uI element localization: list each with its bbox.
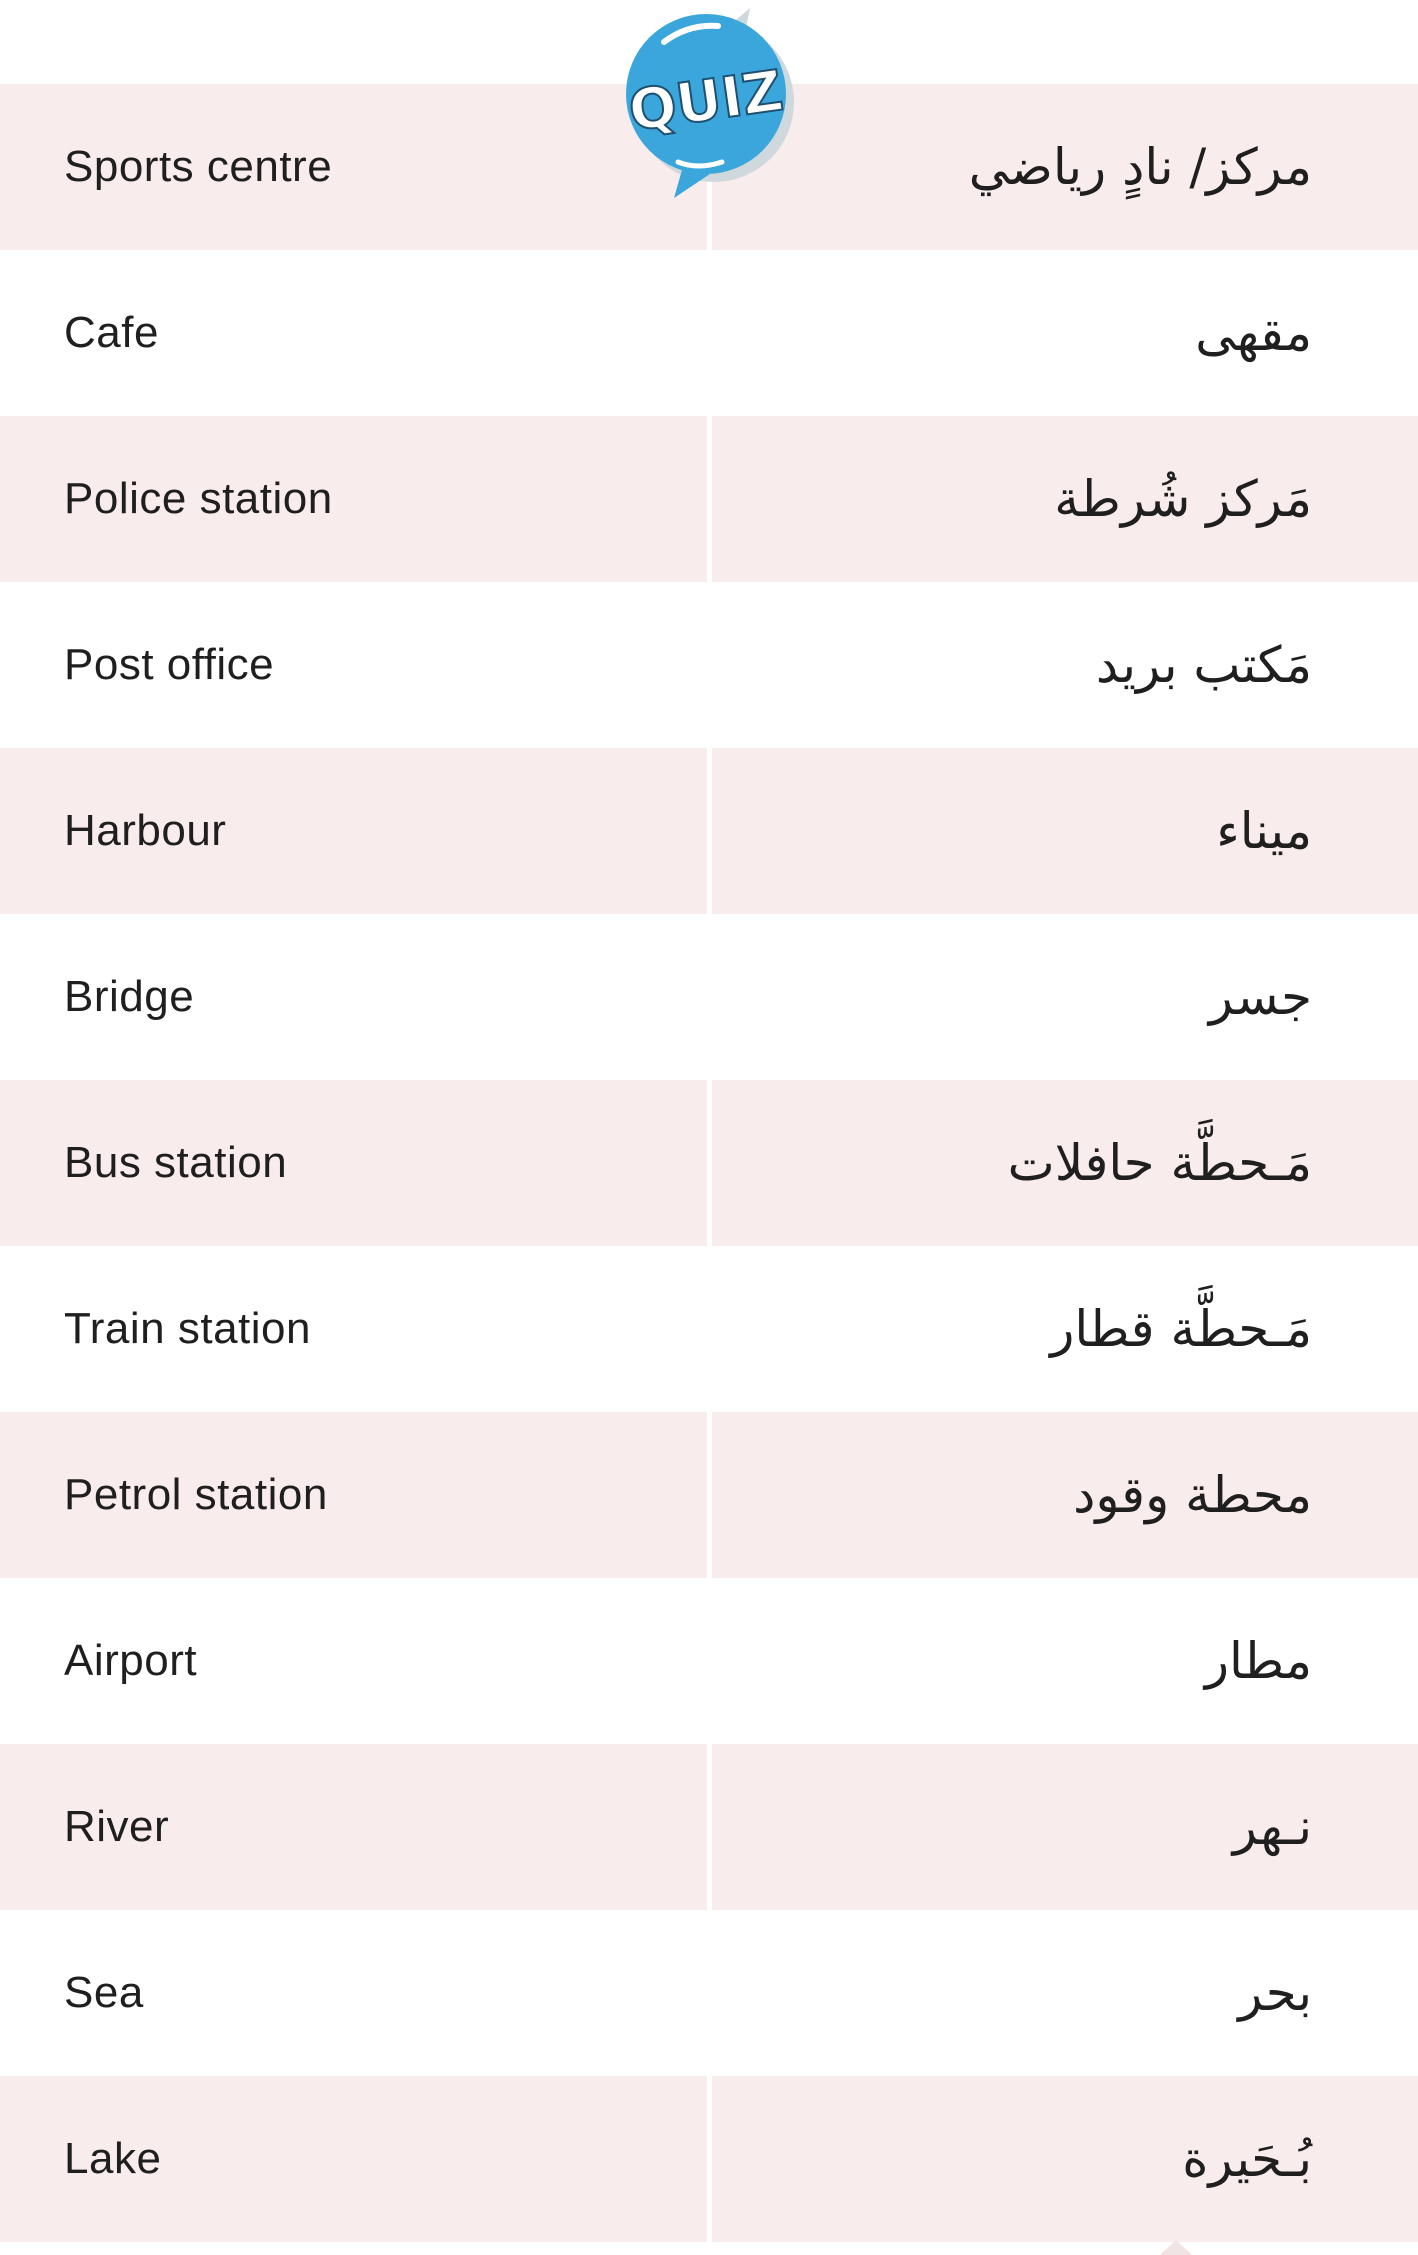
english-cell [0,1578,707,1744]
arabic-term: مَركز شُرطة [1054,470,1312,528]
table-row [0,748,1418,914]
table-row [0,582,1418,748]
arabic-term: ميناء [1216,802,1312,860]
english-term: River [64,1802,170,1851]
english-term: Petrol station [64,1470,328,1519]
arabic-term: بُـحَيرة [1182,2130,1312,2188]
english-term: Police station [64,474,333,523]
english-cell [0,1412,707,1578]
arabic-cell [712,1080,1418,1246]
arabic-term: بحر [1238,1964,1312,2022]
english-term: Post office [64,640,275,689]
table-row [0,1080,1418,1246]
arabic-cell [712,1578,1418,1744]
english-cell [0,416,707,582]
arabic-cell [712,84,1418,250]
arabic-cell [712,582,1418,748]
table-row [0,416,1418,582]
arabic-term: نـهر [1232,1798,1312,1856]
english-cell [0,582,707,748]
table-row [0,1910,1418,2076]
table-row [0,1578,1418,1744]
english-term: Bus station [64,1138,288,1187]
arabic-cell [712,2076,1418,2242]
page-corner-mark [1160,2240,1192,2255]
english-cell [0,250,707,416]
arabic-term: مَـحطَّة قطار [1050,1300,1312,1358]
arabic-term: مَـحطَّة حافلات [1007,1134,1312,1192]
quiz-badge-label: QUIZ [624,58,787,145]
english-term: Sea [64,1968,144,2017]
english-term: Sports centre [64,142,333,191]
table-row [0,2076,1418,2242]
english-cell [0,1744,707,1910]
arabic-cell [712,1744,1418,1910]
table-row [0,1744,1418,1910]
arabic-term: مَكتب بريد [1095,636,1312,694]
vocabulary-table [0,84,1418,2242]
english-cell [0,748,707,914]
english-cell [0,2076,707,2242]
table-row [0,914,1418,1080]
english-term: Cafe [64,308,159,357]
arabic-cell [712,416,1418,582]
arabic-cell [712,914,1418,1080]
english-cell [0,1246,707,1412]
arabic-term: مركز/ نادٍ رياضي [968,138,1312,196]
table-row [0,250,1418,416]
arabic-cell [712,250,1418,416]
quiz-badge-icon [618,2,798,202]
arabic-term: جسر [1208,968,1312,1026]
english-term: Bridge [64,972,195,1021]
table-row [0,1246,1418,1412]
english-cell [0,1080,707,1246]
english-cell [0,84,707,250]
english-cell [0,1910,707,2076]
arabic-term: محطة وقود [1073,1466,1312,1524]
english-term: Train station [64,1304,311,1353]
english-term: Airport [64,1636,198,1685]
arabic-cell [712,1910,1418,2076]
english-term: Lake [64,2134,162,2183]
english-term: Harbour [64,806,227,855]
arabic-cell [712,1246,1418,1412]
arabic-cell [712,748,1418,914]
english-cell [0,914,707,1080]
table-row [0,1412,1418,1578]
arabic-term: مطار [1204,1632,1312,1690]
arabic-term: مقهى [1195,304,1312,362]
arabic-cell [712,1412,1418,1578]
